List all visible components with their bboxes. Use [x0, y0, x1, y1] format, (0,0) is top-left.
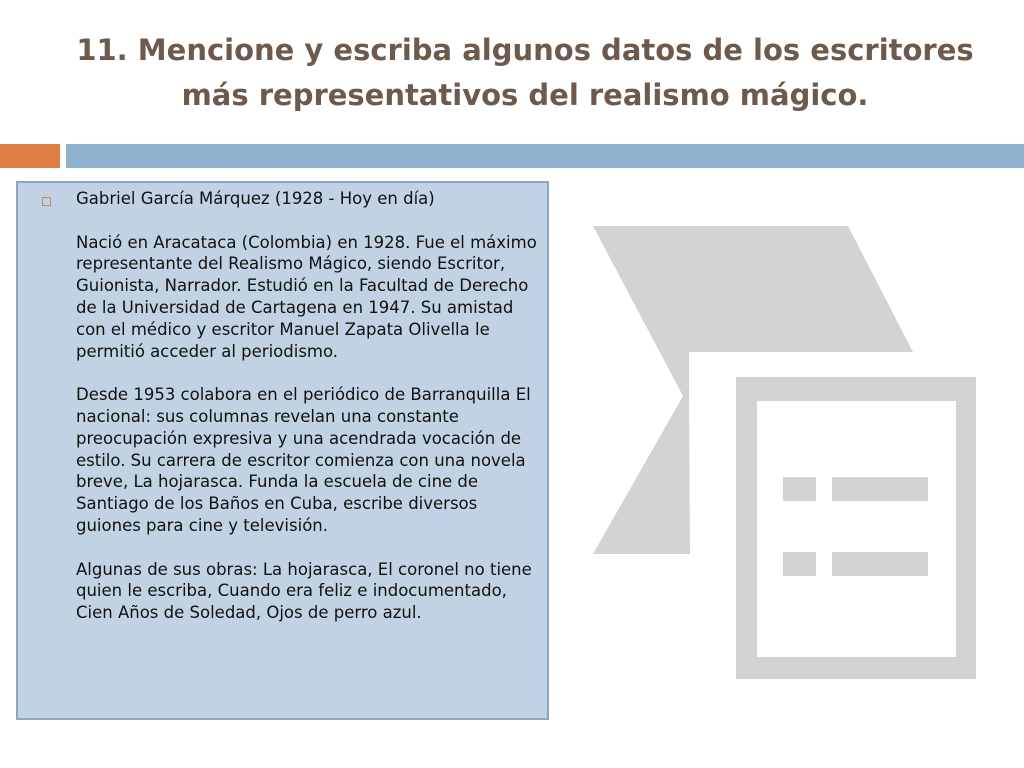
content-paragraph-1: Nació en Aracataca (Colombia) en 1928. Fue el máximo representante del Realismo Mágico, siendo Escritor, Guionista, Narrador. Estudió en la Facultad de Derecho de la Universidad de Cartagena en 1947. Su amistad con el médico y escritor Manuel Zapata Olivella le permitió acceder al periodismo.	[76, 232, 537, 361]
list-bullet-2	[783, 552, 816, 576]
accent-bar-blue	[66, 144, 1024, 168]
content-box	[16, 181, 549, 720]
content-paragraph-3: Algunas de sus obras: La hojarasca, El coronel no tiene quien le escriba, Cuando era feliz e indocumentado, Cien Años de Soledad, Ojos de perro azul.	[76, 559, 532, 623]
title-line-1: 11. Mencione y escriba algunos datos de los escritores	[76, 33, 974, 67]
graphic-shapes	[593, 226, 976, 679]
content-paragraph-2: Desde 1953 colabora en el periódico de Barranquilla El nacional: sus columnas revelan una constante preocupación expresiva y una acendrada vocación de estilo. Su carrera de escritor comienza con una novela breve, La hojarasca. Funda la escuela de cine de Santiago de los Baños en Cuba, escribe diversos guiones para cine y televisión.	[76, 385, 531, 535]
list-line-2	[832, 552, 928, 576]
list-line-1	[832, 477, 928, 501]
slide-title	[40, 28, 1010, 118]
content-text	[76, 188, 538, 624]
document-inner	[757, 401, 956, 657]
bullet-square-icon	[42, 197, 51, 206]
list-bullet-1	[783, 477, 816, 501]
content-heading: Gabriel García Márquez (1928 - Hoy en día)	[76, 189, 435, 208]
document-list-icon	[590, 224, 980, 684]
title-line-2: más representativos del realismo mágico.	[181, 78, 869, 112]
accent-bar-orange	[0, 144, 60, 168]
